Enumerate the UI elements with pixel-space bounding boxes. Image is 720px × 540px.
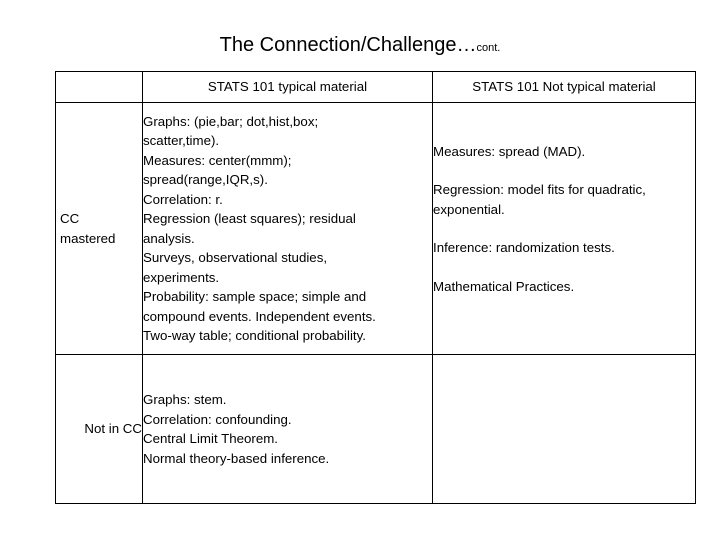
cell-line: exponential.: [433, 201, 505, 217]
cell-line: Regression: model fits for quadratic,: [433, 182, 646, 198]
row-label-line: mastered: [60, 230, 116, 246]
cell-line: spread(range,IQR,s).: [143, 172, 268, 187]
cell-line: Central Limit Theorem.: [143, 431, 278, 446]
cell-line: experiments.: [143, 269, 220, 285]
slide-title-main: The Connection/Challenge…: [219, 34, 477, 56]
not-typical-item: [433, 142, 695, 162]
row-label-not-in-cc: [56, 355, 143, 504]
cell-line: Inference: randomization tests.: [433, 240, 615, 256]
cell-line: Graphs: (pie,bar; dot,hist,box;: [143, 113, 319, 129]
row-label-line: Not in CC: [84, 421, 142, 437]
cell-line: analysis.: [143, 230, 195, 246]
cell-line: Regression (least squares); residual: [143, 211, 356, 226]
table-row-cc-mastered: [56, 103, 696, 355]
cell-not-in-cc-not-typical: [433, 355, 696, 504]
comparison-table: [55, 71, 696, 504]
table-header-row: [56, 72, 696, 103]
cell-line: Measures: spread (MAD).: [433, 143, 586, 159]
cell-line: Two-way table; conditional probability.: [143, 328, 366, 343]
not-typical-item: [433, 277, 695, 297]
cell-cc-mastered-typical: [143, 103, 433, 355]
cell-line: Graphs: stem.: [143, 392, 227, 407]
header-not-typical-material: STATS 101 Not typical material: [433, 72, 696, 103]
table-row-not-in-cc: [56, 355, 696, 504]
header-corner-cell: [56, 72, 143, 103]
not-typical-item: [433, 238, 695, 258]
not-typical-item: [433, 180, 695, 219]
row-label-cc-mastered: [56, 103, 143, 355]
cell-line: Correlation: r.: [143, 191, 223, 207]
header-typical-material: STATS 101 typical material: [143, 72, 433, 103]
cell-not-in-cc-typical: [143, 355, 433, 504]
cell-line: Correlation: confounding.: [143, 411, 292, 427]
cell-line: compound events. Independent events.: [143, 308, 376, 324]
cell-line: scatter,time).: [143, 133, 220, 148]
cell-cc-mastered-not-typical: [433, 103, 696, 355]
cell-line: Surveys, observational studies,: [143, 250, 328, 265]
cell-line: Measures: center(mmm);: [143, 152, 292, 168]
cell-line: Mathematical Practices.: [433, 278, 575, 294]
cell-line: Probability: sample space; simple and: [143, 289, 367, 304]
row-label-line: CC: [60, 211, 80, 226]
slide-title: [0, 34, 720, 57]
slide-title-suffix: cont.: [476, 42, 501, 54]
cell-line: Normal theory-based inference.: [143, 450, 330, 466]
